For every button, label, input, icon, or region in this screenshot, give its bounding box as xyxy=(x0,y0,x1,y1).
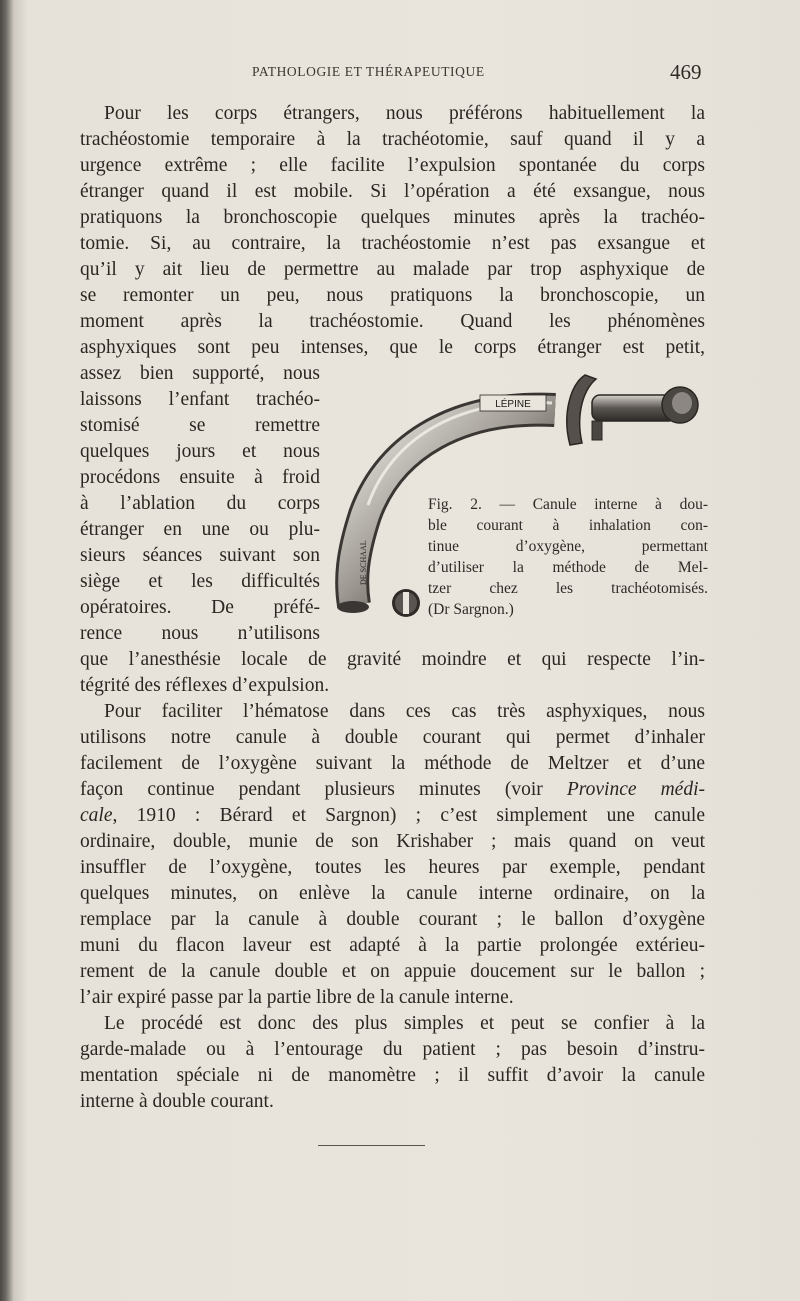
body-line: garde-malade ou à l’entourage du patient ; pas besoin d’instru- xyxy=(80,1039,705,1060)
body-line: urgence extrême ; elle facilite l’expulsion spontanée du corps xyxy=(80,155,705,176)
figure-caption-line: tinue d’oxygène, permettant xyxy=(428,538,708,555)
body-text-fragment: façon continue pendant plusieurs minutes (voir xyxy=(80,779,567,800)
body-line: interne à double courant. xyxy=(80,1091,274,1112)
figure-caption-line: d’utiliser la méthode de Mel- xyxy=(428,559,708,576)
body-line: assez bien supporté, nous xyxy=(80,363,320,384)
body-line: que l’anesthésie locale de gravité moindre et qui respecte l’in- xyxy=(80,649,705,670)
body-line: se remonter un peu, nous pratiquons la bronchoscopie, un xyxy=(80,285,705,306)
body-line: quelques minutes, on enlève la canule interne ordinaire, on la xyxy=(80,883,705,904)
body-line: pratiquons la bronchoscopie quelques minutes après la trachéo- xyxy=(80,207,705,228)
body-line: siège et les difficultés xyxy=(80,571,320,592)
page-number: 469 xyxy=(670,60,702,84)
body-line: rence nous n’utilisons xyxy=(80,623,320,644)
running-title: PATHOLOGIE ET THÉRAPEUTIQUE xyxy=(252,64,485,79)
footer-rule xyxy=(318,1145,425,1146)
body-line: Pour les corps étrangers, nous préférons habituellement la xyxy=(104,103,705,124)
body-line: rement de la canule double et on appuie doucement sur le ballon ; xyxy=(80,961,705,982)
body-line: à l’ablation du corps xyxy=(80,493,320,514)
body-line: remplace par la canule à double courant ; le ballon d’oxygène xyxy=(80,909,705,930)
body-line: tomie. Si, au contraire, la trachéostomie n’est pas exsangue et xyxy=(80,233,705,254)
body-line: étranger en une ou plu- xyxy=(80,519,320,540)
figure-caption-line: (Dr Sargnon.) xyxy=(428,601,514,618)
body-line: insuffler de l’oxygène, toutes les heures par exemple, pendant xyxy=(80,857,705,878)
body-line: Pour faciliter l’hématose dans ces cas très asphyxiques, nous xyxy=(104,701,705,722)
body-line-with-italic xyxy=(80,776,705,803)
body-line: trachéostomie temporaire à la trachéotomie, sauf quand il y a xyxy=(80,129,705,150)
body-line: facilement de l’oxygène suivant la méthode de Meltzer et d’une xyxy=(80,753,705,774)
body-text-fragment: , 1910 : Bérard et Sargnon) ; c’est simplement une canule xyxy=(112,805,705,826)
body-line: mentation spéciale ni de manomètre ; il suffit d’avoir la canule xyxy=(80,1065,705,1086)
body-line: opératoires. De préfé- xyxy=(80,597,320,618)
figure-caption-line: ble courant à inhalation con- xyxy=(428,517,708,534)
body-line: ordinaire, double, munie de son Krishaber ; mais quand on veut xyxy=(80,831,705,852)
body-line: moment après la trachéostomie. Quand les phénomènes xyxy=(80,311,705,332)
body-line: étranger quand il est mobile. Si l’opération a été exsangue, nous xyxy=(80,181,705,202)
body-line: asphyxiques sont peu intenses, que le corps étranger est petit, xyxy=(80,337,705,358)
body-line: l’air expiré passe par la partie libre de la canule interne. xyxy=(80,987,514,1008)
body-line: sieurs séances suivant son xyxy=(80,545,320,566)
running-head xyxy=(0,60,800,90)
body-line: qu’il y ait lieu de permettre au malade par trop asphyxique de xyxy=(80,259,705,280)
body-line: Le procédé est donc des plus simples et peut se confier à la xyxy=(104,1013,705,1034)
body-line-with-italic xyxy=(80,802,705,829)
figure-caption-line: tzer chez les trachéotomisés. xyxy=(428,580,708,597)
journal-title-italic: cale xyxy=(80,805,113,826)
figure-caption-line: Fig. 2. — Canule interne à dou- xyxy=(428,496,708,513)
body-line: muni du flacon laveur est adapté à la partie prolongée extérieu- xyxy=(80,935,705,956)
body-line: utilisons notre canule à double courant qui permet d’inhaler xyxy=(80,727,705,748)
journal-title-italic: Province médi- xyxy=(566,779,705,800)
body-line: procédons ensuite à froid xyxy=(80,467,320,488)
body-line: quelques jours et nous xyxy=(80,441,320,462)
body-line: tégrité des réflexes d’expulsion. xyxy=(80,675,330,696)
maker-stamp: LÉPINE xyxy=(495,399,531,410)
body-line: stomisé se remettre xyxy=(80,415,320,436)
body-line: laissons l’enfant trachéo- xyxy=(80,389,320,410)
side-mark: DE SCHAAL xyxy=(359,540,368,585)
